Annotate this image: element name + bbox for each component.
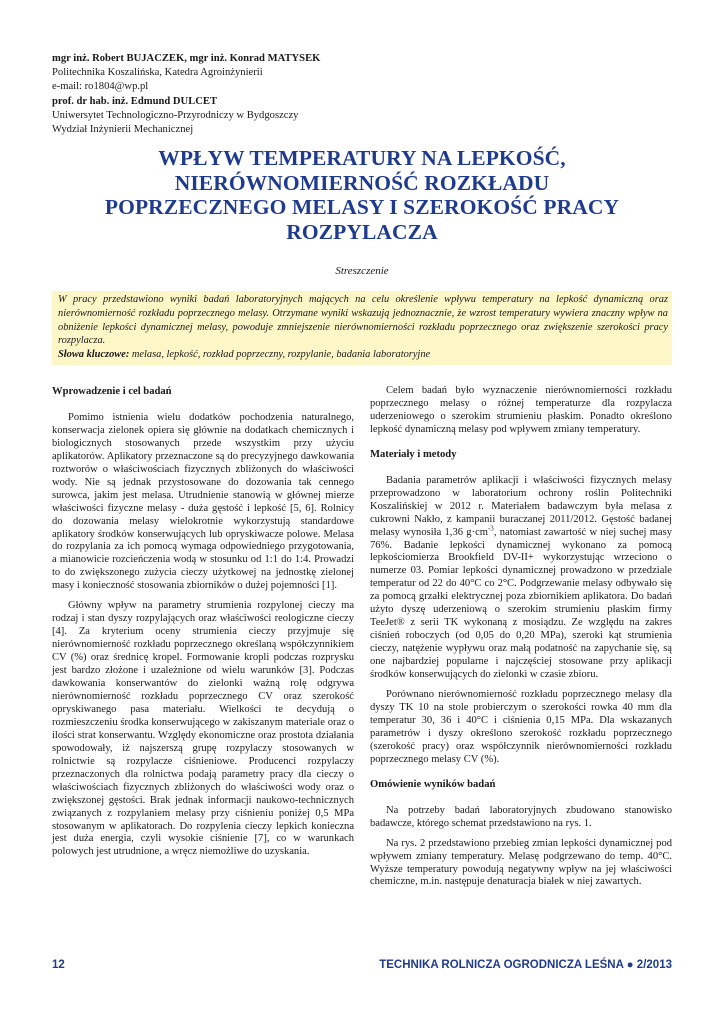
keywords-line — [58, 348, 668, 362]
paragraph: Pomimo istnienia wielu dodatków pochodzenia naturalnego, konserwacja zielonek opiera się głównie na dodatkach chemicznych i biologicznych stosowanych przede wszystkim przy użyciu aplikatorów. Aplikatory przeznaczone są do precyzyjnego dawkowania roztworów o właściwościach fizycznych zbliżonych do właściwości wody. Nie są jednak przystosowane do dozowania tak cennego surowca, jakim jest melasa. Utrudnienie stanowią w głównej mierze właściwości fizyczne melasy - duża gęstość i lepkość [5, 6]. Rolnicy do dozowania melasy wielokrotnie wykorzystują standardowe aplikatory środków konserwujących lub opryskiwacze polowe. Melasa do rozpylania za ich pomocą wymaga odpowiedniego przygotowania, a mianowicie rozcieńczenia wodą w stosunku od 1:1 do 1:4. Prowadzi to do zwiększonego zużycia cieczy użytkowej na jednostkę zielonej masy i konieczność stosowania zbiorników o dużej pojemności [1]. — [52, 411, 354, 592]
superscript: -3 — [487, 524, 494, 533]
text-run: Badania parametrów aplikacji i właściwości fizycznych melasy przeprowadzono w laboratorium ochrony roślin Politechniki Koszalińskiej w 2012 r. Materiałem badawczym była melasa z cukrowni Nakło, z kampanii buraczanej 2011/2012. Gęstość badanej melasy wynosiła 1,36 g·cm — [370, 474, 672, 538]
authors-names-1: mgr inż. Robert BUJACZEK, mgr inż. Konrad MATYSEK — [52, 53, 321, 64]
author-email: e-mail: ro1804@wp.pl — [52, 81, 149, 93]
right-column — [370, 385, 672, 896]
affiliation-2: Uniwersytet Technologiczno-Przyrodniczy w Bydgoszczy — [52, 109, 299, 121]
journal-name: TECHNIKA ROLNICZA OGRODNICZA LEŚNA ● 2/2013 — [379, 959, 672, 971]
title-line-4: ROZPYLACZA — [286, 219, 438, 244]
keywords-list: melasa, lepkość, rozkład poprzeczny, rozpylanie, badania laboratoryjne — [129, 349, 431, 361]
title-line-2: NIERÓWNOMIERNOŚĆ ROZKŁADU — [174, 170, 550, 195]
authors-names-2: prof. dr hab. inż. Edmund DULCET — [52, 95, 218, 107]
text-run: , natomiast zawartość w niej suchej masy 76%. Badanie lepkości dynamicznej wykonano za pomocą lepkościomierza Brookfield DV-II+ wykorzystując wrzeciono o numerze 03. Pomiar lepkości dynamicznej prowadzono w przedziale temperatur od 22 do 40°C co 2°C. Podgrzewanie melasy odbywało się za pomocą grzałki elektrycznej poza zbiornikiem aplikatora. Do badań użyto dyszę uderzeniową o szerokim strumieniu płaskim firmy TeeJet® z serii TK wykonaną z mosiądzu. Ze względu na zakres ciśnień roboczych (od 0,05 do 0,20 MPa), szeroki kąt strumienia cieczy, natężenie wypływu oraz małą podatność na zapychanie się, są one najbardziej popularne i najczęściej stosowane przy aplikacji środków konserwujących do zielonki w czasie zbioru. — [370, 526, 672, 681]
affiliation-2-dept: Wydział Inżynierii Mechanicznej — [52, 124, 194, 136]
paragraph: Porównano nierównomierność rozkładu poprzecznego melasy dla dyszy TK 10 na stole probierczym o szerokości rowka 40 mm dla temperatur 30, 36 i 40°C i ciśnienia 0,15 MPa. Dla wskazanych parametrów i dyszy określono szerokość rozkładu poprzecznego (szerokość pracy) oraz współczynnik nierównomierności rozkładu poprzecznego melasy CV (%). — [370, 689, 672, 765]
page-footer — [52, 959, 672, 977]
page-number: 12 — [52, 959, 65, 971]
abstract-text: W pracy przedstawiono wyniki badań laboratoryjnych mających na celu określenie wpływu temperatury na lepkość dynamiczną oraz nierównomierność rozkładu poprzecznego melasy. Otrzymane wyniki wskazują jednoznacznie, że wzrost temperatury wywiera znaczny wpływ na obniżenie lepkości dynamicznej melasy, powoduje zmniejszenie nierównomierności rozkładu poprzecznego oraz zwiększenie szerokości pracy rozpylacza. — [58, 294, 668, 347]
section-heading-intro: Wprowadzenie i cel badań — [52, 386, 172, 397]
paragraph — [370, 475, 672, 682]
affiliation-1: Politechnika Koszalińska, Katedra Agroinżynierii — [52, 67, 263, 79]
section-heading-results: Omówienie wyników badań — [370, 778, 496, 790]
keywords-label: Słowa kluczowe: — [58, 349, 130, 361]
paragraph: Na rys. 2 przedstawiono przebieg zmian lepkości dynamicznej pod wpływem zmiany temperatury. Melasę podgrzewano do temp. 40°C. Wyższe temperatury powodują negatywny wpływ na jej właściwości chemiczne, m.in. następuje denaturacja białek w niej zawartych. — [370, 837, 672, 888]
title-line-3: POPRZECZNEGO MELASY I SZEROKOŚĆ PRACY — [104, 195, 620, 219]
paragraph: Na potrzeby badań laboratoryjnych zbudowano stanowisko badawcze, którego schemat przedstawiono na rys. 1. — [370, 804, 672, 829]
left-column — [52, 386, 354, 866]
title-line-1: WPŁYW TEMPERATURY NA LEPKOŚĆ, — [158, 146, 566, 170]
abstract-box — [52, 291, 672, 365]
paragraph: Celem badań było wyznaczenie nierównomierności rozkładu poprzecznego melasy o różnej temperaturze dla rozpylacza uderzeniowego o szerokim strumieniu płaskim. Ponadto określono lepkość dynamiczną melasy pod wpływem zmiany temperatury. — [370, 385, 672, 435]
paragraph: Główny wpływ na parametry strumienia rozpylonej cieczy ma rodzaj i stan dyszy rozpylających oraz właściwości reologiczne cieczy [4]. Za kryterium oceny strumienia cieczy przyjmuje się nierównomierność rozkładu poprzecznego określaną współczynnikiem CV (%) oraz średnicę kropel. Formowanie kropli podczas rozprysku jest bardzo złożone i uzależnione od wielu warunków [3]. Podczas dawkowania konserwantów do zielonki ważną rolę odgrywa nierównomierność rozkładu poprzecznego CV oraz szerokość opryskiwanego pasa materiału. Wielkości te decydują o rozmieszczeniu środka konserwującego w zakiszanym materiale oraz o ilości strat konserwantu. Względy ekonomiczne oraz prostota działania spowodowały, iż najszerszą grupę rozpylaczy stosowanych w rolnictwie są rozpylacze ciśnieniowe. Producenci rozpylaczy przeznaczonych dla rolnictwa podają parametry pracy dla cieczy o właściwościach fizycznych zbliżonych do właściwości wody oraz o zwiększonej gęstości. Brak jednak informacji naukowo-technicznych związanych z rozpylaniem melasy przy ciśnieniu poniżej 0,5 MPa stosowanym w aplikatorach. Do rozpylenia cieczy lepkich konieczna jest duża energia, czyli wysokie ciśnienie [7], co w warunkach polowych jest utrudnione, a wręcz niemożliwe do uzyskania. — [52, 600, 354, 858]
abstract-heading: Streszczenie — [335, 265, 389, 277]
section-heading-methods: Materiały i metody — [370, 448, 457, 460]
author-block — [52, 52, 672, 137]
paper-title — [52, 146, 672, 244]
